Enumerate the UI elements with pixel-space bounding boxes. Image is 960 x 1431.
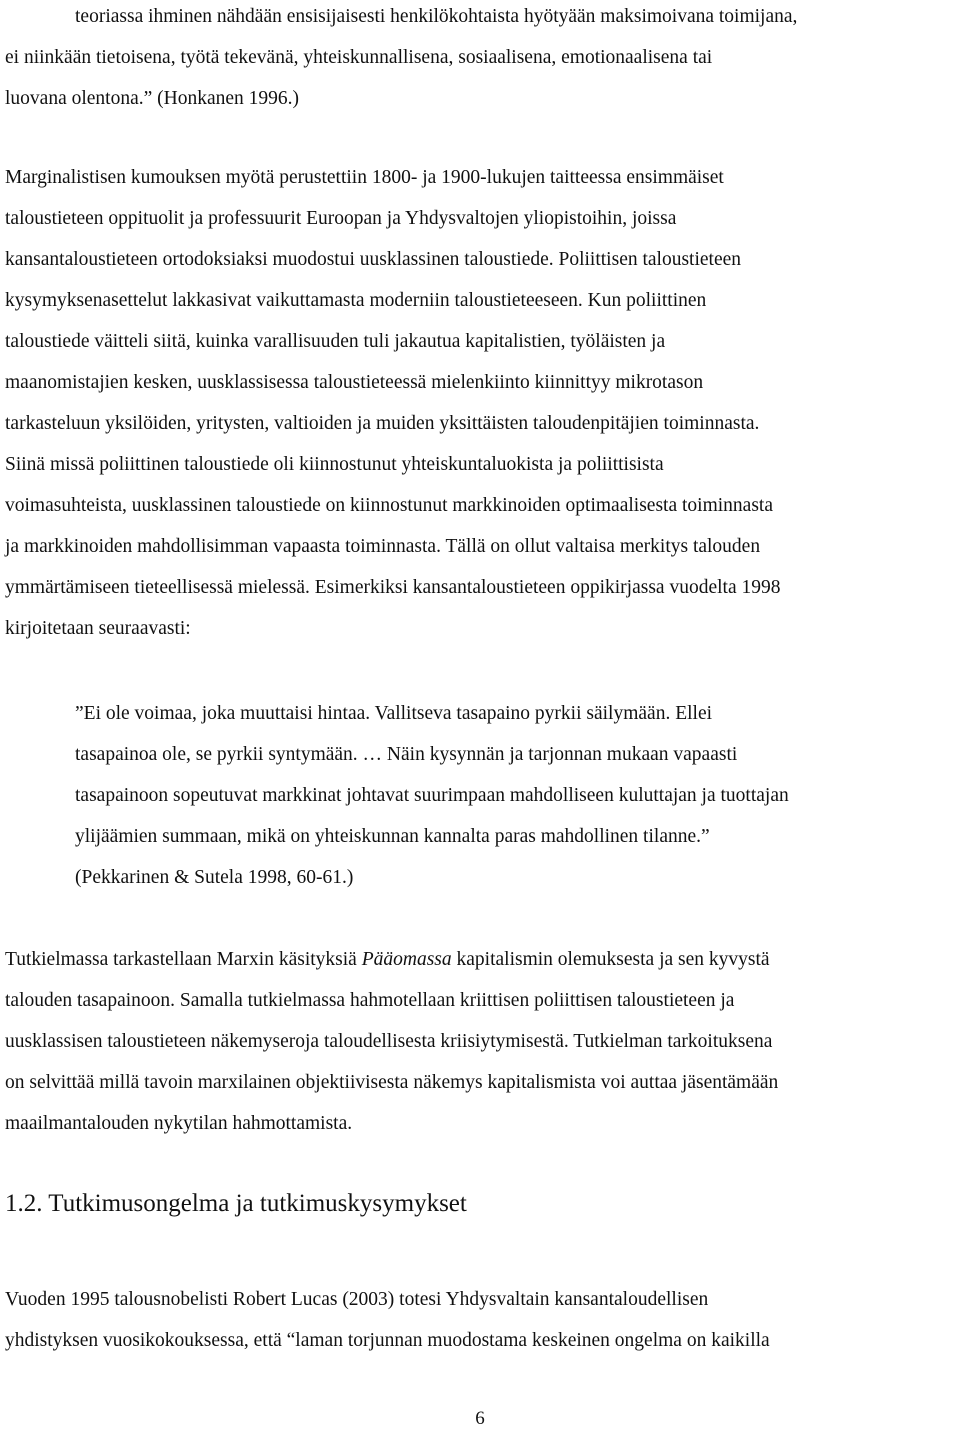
quote-line: tasapainoon sopeutuvat markkinat johtavat suurimpaan mahdolliseen kuluttajan ja tuottajan <box>75 785 789 806</box>
paragraph-line <box>5 948 770 972</box>
paragraph-line: kirjoitetaan seuraavasti: <box>5 618 191 639</box>
paragraph-line: taloustieteen oppituolit ja professuurit Euroopan ja Yhdysvaltojen yliopistoihin, joissa <box>5 208 677 229</box>
paragraph-line: kansantaloustieteen ortodoksiaksi muodostui uusklassinen taloustiede. Poliittisen taloustieteen <box>5 249 742 270</box>
section-heading: 1.2. Tutkimusongelma ja tutkimuskysymykset <box>5 1190 467 1217</box>
paragraph-line: ei niinkään tietoisena, työtä tekevänä, yhteiskunnallisena, sosiaalisena, emotionaalisena tai <box>5 47 713 68</box>
paragraph-line: taloustiede väitteli siitä, kuinka varallisuuden tuli jakautua kapitalistien, työläisten ja <box>5 331 666 352</box>
paragraph-line: voimasuhteista, uusklassinen taloustiede on kiinnostunut markkinoiden optimaalisesta toiminnasta <box>5 495 773 516</box>
page-number: 6 <box>475 1408 485 1429</box>
paragraph-line: tarkasteluun yksilöiden, yritysten, valtioiden ja muiden yksittäisten taloudenpitäjien toiminnasta. <box>5 413 760 434</box>
quote-line: ”Ei ole voimaa, joka muuttaisi hintaa. Vallitseva tasapaino pyrkii säilymään. Ellei <box>75 703 713 724</box>
paragraph-line: ja markkinoiden mahdollisimman vapaasta toiminnasta. Tällä on ollut valtaisa merkitys talouden <box>5 536 761 557</box>
quote-line: ylijäämien summaan, mikä on yhteiskunnan kannalta paras mahdollinen tilanne.” <box>75 826 710 847</box>
book-title: Pääomassa <box>361 949 452 970</box>
paragraph-line: teoriassa ihminen nähdään ensisijaisesti henkilökohtaista hyötyään maksimoivana toimijana, <box>75 6 798 27</box>
paragraph-line: kysymyksenasettelut lakkasivat vaikuttamasta moderniin taloustieteeseen. Kun poliittinen <box>5 290 707 311</box>
paragraph-line: uusklassisen taloustieteen näkemyseroja taloudellisesta kriisiytymisestä. Tutkielman tarkoituksena <box>5 1031 773 1052</box>
text-run: Tutkielmassa tarkastellaan Marxin käsityksiä <box>5 949 362 970</box>
paragraph-line: Vuoden 1995 talousnobelisti Robert Lucas (2003) totesi Yhdysvaltain kansantaloudellisen <box>5 1289 709 1310</box>
paragraph-line: maailmantalouden nykytilan hahmottamista. <box>5 1113 353 1134</box>
paragraph-line: maanomistajien kesken, uusklassisessa taloustieteessä mielenkiinto kiinnittyy mikrotason <box>5 372 704 393</box>
quote-citation: (Pekkarinen & Sutela 1998, 60-61.) <box>75 867 354 888</box>
paragraph-line: talouden tasapainoon. Samalla tutkielmassa hahmotellaan kriittisen poliittisen taloustieteen ja <box>5 990 735 1011</box>
text-run: kapitalismin olemuksesta ja sen kyvystä <box>451 949 770 970</box>
paragraph-line: yhdistyksen vuosikokouksessa, että “laman torjunnan muodostama keskeinen ongelma on kaikilla <box>5 1330 770 1351</box>
paragraph-line: Marginalistisen kumouksen myötä perustettiin 1800- ja 1900-lukujen taitteessa ensimmäiset <box>5 167 724 188</box>
paragraph-line: ymmärtämiseen tieteellisessä mielessä. Esimerkiksi kansantaloustieteen oppikirjassa vuodelta 1998 <box>5 577 781 598</box>
paragraph-line: Siinä missä poliittinen taloustiede oli kiinnostunut yhteiskuntaluokista ja poliittisista <box>5 454 664 475</box>
paragraph-line: on selvittää millä tavoin marxilainen objektiivisesta näkemys kapitalismista voi auttaa jäsentämään <box>5 1072 779 1093</box>
quote-line: tasapainoa ole, se pyrkii syntymään. … Näin kysynnän ja tarjonnan mukaan vapaasti <box>75 744 738 765</box>
paragraph-line: luovana olentona.” (Honkanen 1996.) <box>5 88 300 109</box>
